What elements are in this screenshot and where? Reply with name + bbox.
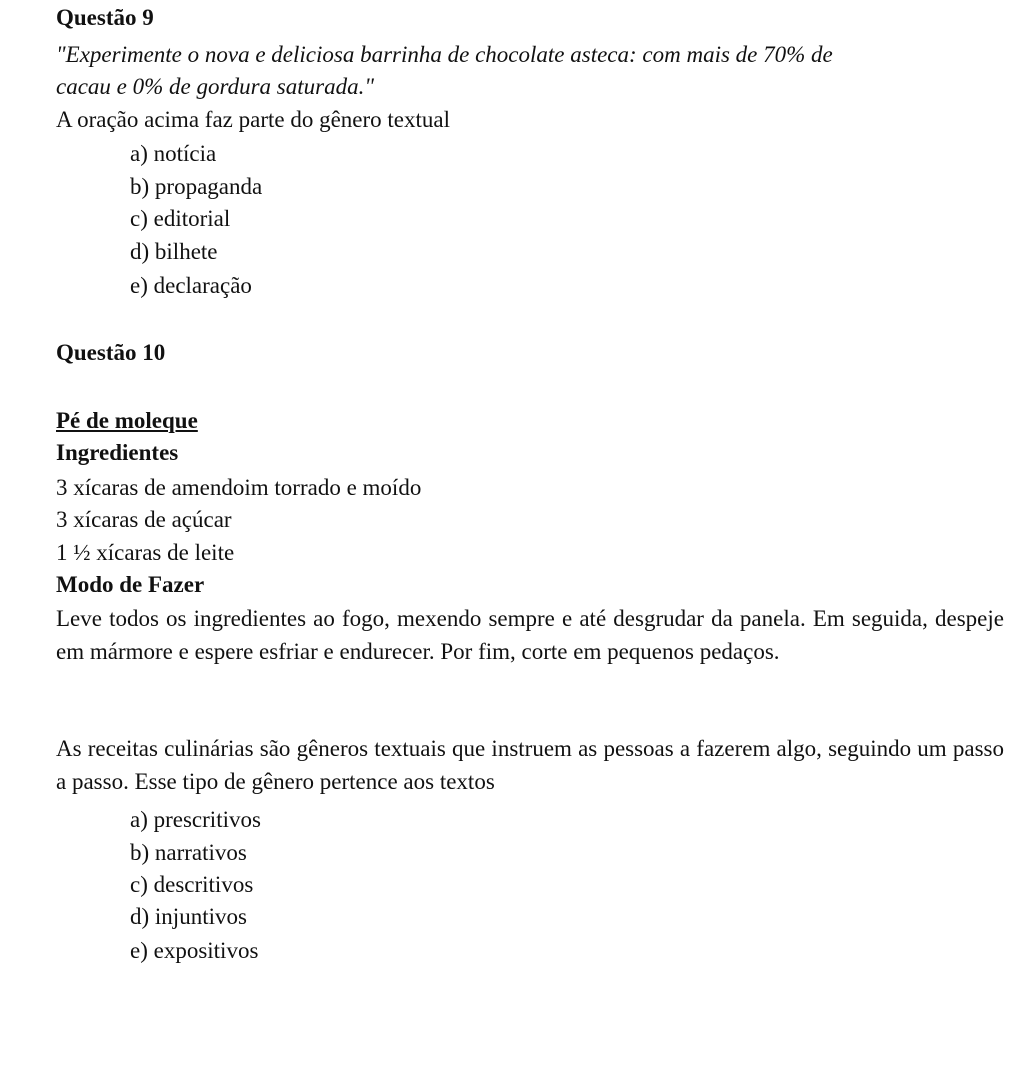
option-a: a) prescritivos <box>130 807 261 832</box>
ingredient-item: 3 xícaras de açúcar <box>56 507 232 532</box>
option-d: d) bilhete <box>130 239 218 264</box>
option-a: a) notícia <box>130 141 217 166</box>
question-9-title: Questão 9 <box>56 5 154 30</box>
question-10-prompt: As receitas culinárias são gêneros textuais que instruem as pessoas a fazerem algo, seguindo um passo a passo. Esse tipo de gênero pertence aos textos <box>56 736 1004 794</box>
quote-line-2: cacau e 0% de gordura saturada." <box>56 74 374 99</box>
option-c: c) descritivos <box>130 872 254 897</box>
option-b: b) narrativos <box>130 840 247 865</box>
method-text: Leve todos os ingredientes ao fogo, mexendo sempre e até desgrudar da panela. Em seguida, despeje em mármore e espere esfriar e endurecer. Por fim, corte em pequenos pedaços. <box>56 606 1004 664</box>
option-d: d) injuntivos <box>130 904 247 929</box>
option-c: c) editorial <box>130 206 231 231</box>
question-9-prompt: A oração acima faz parte do gênero textual <box>56 107 450 132</box>
ingredient-item: 1 ½ xícaras de leite <box>56 540 235 565</box>
question-10-title: Questão 10 <box>56 340 166 365</box>
option-e: e) expositivos <box>130 938 259 963</box>
ingredients-heading: Ingredientes <box>56 440 179 465</box>
recipe-title: Pé de moleque <box>56 408 198 433</box>
option-e: e) declaração <box>130 273 252 298</box>
method-heading: Modo de Fazer <box>56 572 205 597</box>
option-b: b) propaganda <box>130 174 263 199</box>
ingredient-item: 3 xícaras de amendoim torrado e moído <box>56 475 422 500</box>
quote-line-1: "Experimente o nova e deliciosa barrinha de chocolate asteca: com mais de 70% de <box>56 42 833 67</box>
